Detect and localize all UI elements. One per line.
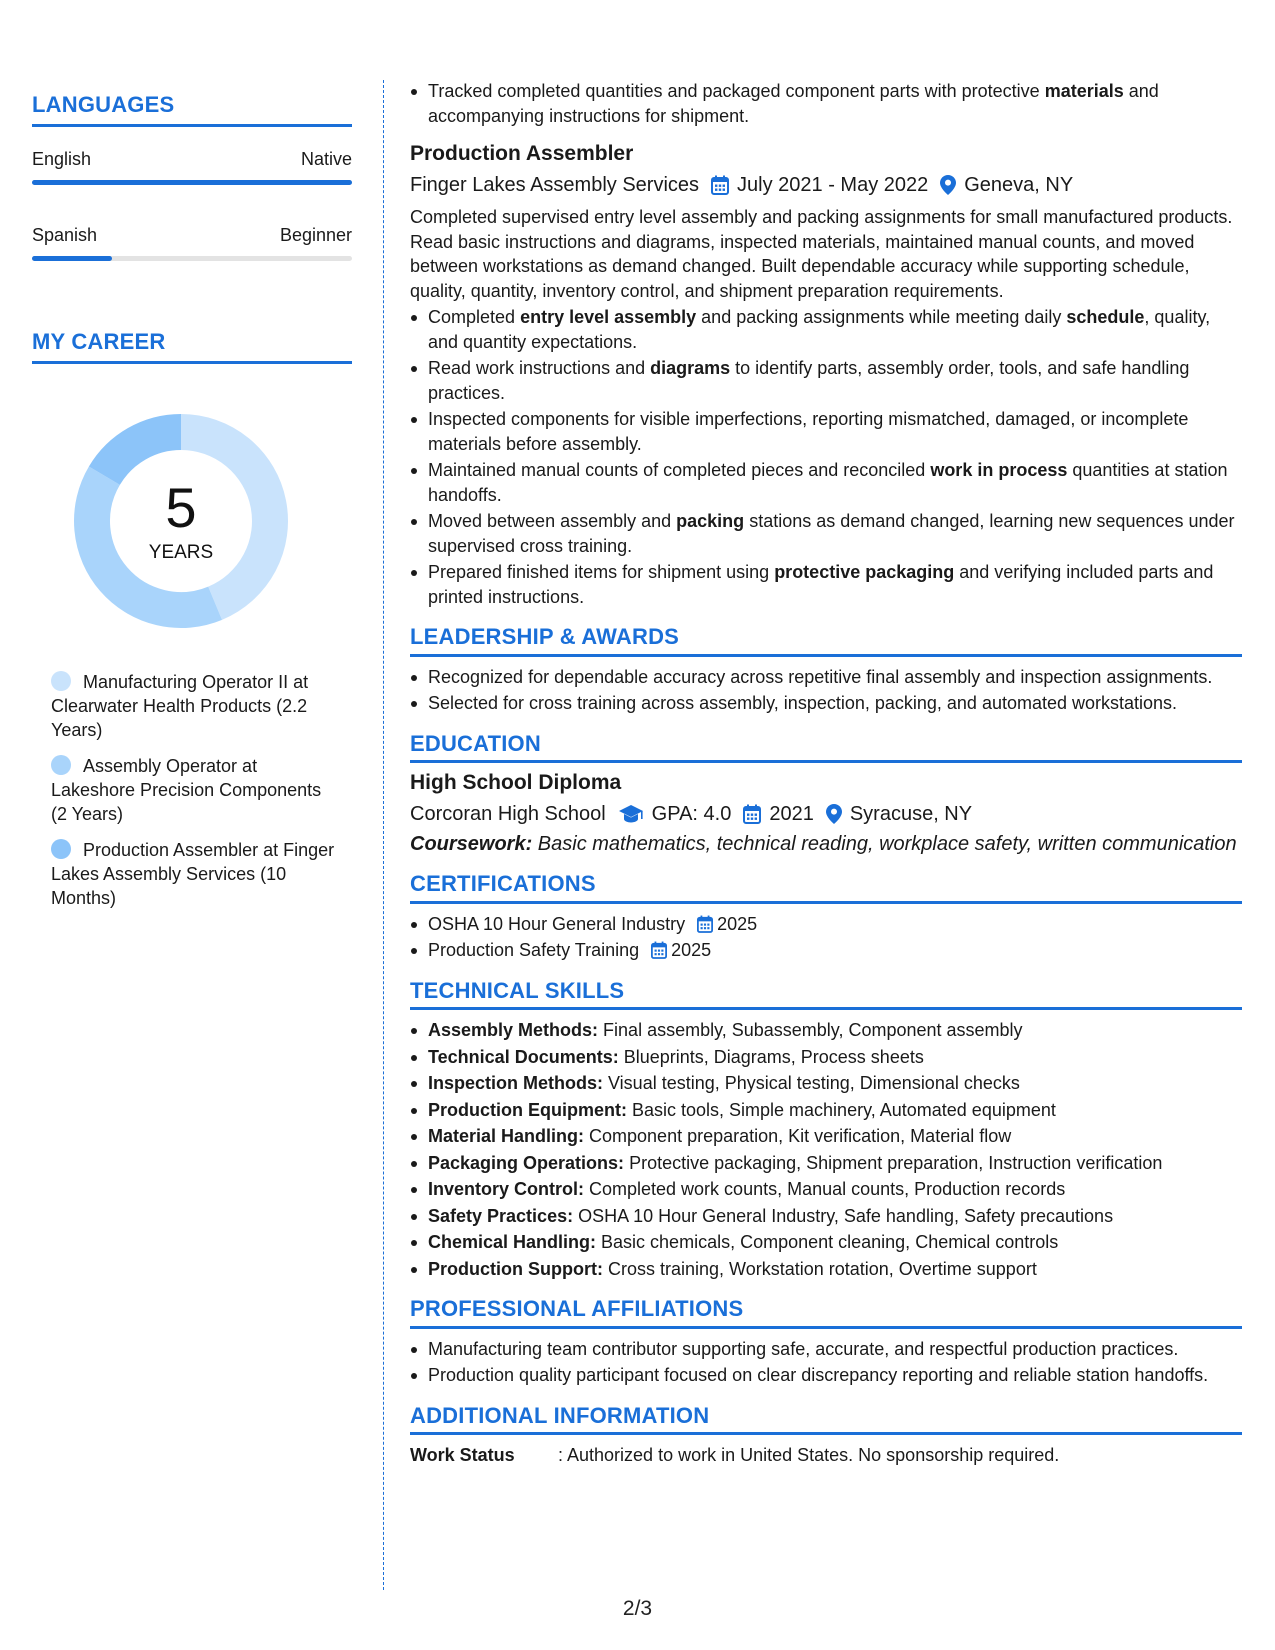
bold-keyword: schedule <box>1066 307 1145 327</box>
bullet-text: to identify parts, assembly order, tools, and safe handling practices. <box>428 358 1190 403</box>
previous-job-bullets <box>410 79 1242 128</box>
bullet-text: and verifying included parts and printed instructions. <box>428 562 1214 607</box>
language-row <box>32 225 352 246</box>
leadership-list <box>410 665 1242 716</box>
language-row <box>32 149 352 170</box>
additional-title: ADDITIONAL INFORMATION <box>410 1402 710 1428</box>
skill-item <box>410 1098 1242 1123</box>
skill-item <box>410 1177 1242 1202</box>
bullet-item <box>410 509 1242 558</box>
career-legend <box>32 670 352 910</box>
certification-name: OSHA 10 Hour General Industry <box>428 913 686 934</box>
skill-category: Assembly Methods: <box>428 1020 599 1040</box>
bullet-item: Manufacturing team contributor supporting safe, accurate, and respectful production practices. <box>410 1337 1242 1362</box>
bold-keyword: work in process <box>930 460 1068 480</box>
job-bullets <box>410 305 1242 609</box>
certification-row <box>428 912 757 937</box>
bullet-text: Completed <box>428 307 521 327</box>
bullet-item <box>410 407 1242 456</box>
skill-item <box>410 1124 1242 1149</box>
skill-values: OSHA 10 Hour General Industry, Safe handling, Safety precautions <box>573 1205 1114 1226</box>
bullet-text: Prepared finished items for shipment using <box>428 562 775 582</box>
education-section <box>410 732 1242 857</box>
bullet-item <box>410 458 1242 507</box>
graduation-cap-icon <box>618 804 644 824</box>
additional-row <box>410 1443 1242 1468</box>
skills-section <box>410 979 1242 1282</box>
additional-section <box>410 1404 1242 1468</box>
skill-values: Basic tools, Simple machinery, Automated equipment <box>626 1099 1056 1120</box>
career-unit: YEARS <box>148 542 214 563</box>
section-rule <box>410 901 1242 904</box>
skill-item <box>410 1018 1242 1043</box>
skill-item <box>410 1071 1242 1096</box>
career-legend-item <box>51 754 341 826</box>
language-bar <box>32 180 352 185</box>
skill-item <box>410 1230 1242 1255</box>
job-meta <box>410 173 1242 198</box>
bold-keyword: packing <box>676 511 745 531</box>
skill-values: Basic chemicals, Component cleaning, Chemical controls <box>596 1232 1059 1252</box>
affiliations-section <box>410 1297 1242 1388</box>
career-legend-item <box>51 838 341 910</box>
section-rule <box>32 124 352 127</box>
location-pin-icon <box>940 175 956 195</box>
bullet-item: Production quality participant focused on clear discrepancy reporting and reliable station handoffs. <box>410 1363 1242 1388</box>
language-level: Native <box>300 149 352 169</box>
skill-item <box>410 1151 1242 1176</box>
language-bar-fill <box>32 256 112 261</box>
section-rule <box>32 361 352 364</box>
language-name: English <box>32 149 92 169</box>
certification-item <box>410 912 1242 937</box>
skill-item <box>410 1257 1242 1282</box>
donut-center <box>66 406 296 636</box>
bullet-text: stations as demand changed, learning new sequences under supervised cross training. <box>428 511 1235 556</box>
calendar-icon <box>743 804 761 824</box>
legend-dot <box>51 755 71 775</box>
additional-label: Work Status <box>410 1445 515 1465</box>
calendar-icon <box>697 915 713 933</box>
coursework-text: Basic mathematics, technical reading, workplace safety, written communication <box>532 833 1237 855</box>
skill-category: Safety Practices: <box>428 1205 574 1226</box>
language-bar-fill <box>32 180 352 185</box>
career-legend-item <box>51 670 341 742</box>
skill-item <box>410 1204 1242 1229</box>
language-name: Spanish <box>32 225 98 245</box>
skill-category: Production Equipment: <box>428 1099 627 1120</box>
certification-year: 2025 <box>671 940 712 960</box>
section-rule <box>410 1326 1242 1329</box>
skill-values: Completed work counts, Manual counts, Production records <box>584 1179 1066 1199</box>
bullet-item <box>410 356 1242 405</box>
location-pin-icon <box>826 804 842 824</box>
certifications-list <box>410 912 1242 963</box>
calendar-icon <box>711 175 729 195</box>
bullet-item: Recognized for dependable accuracy across repetitive final assembly and inspection assignments. <box>410 665 1242 690</box>
skill-values: Component preparation, Kit verification, Material flow <box>584 1126 1012 1146</box>
career-total: 5 <box>165 476 197 539</box>
job-title: Production Assembler <box>410 142 634 165</box>
legend-label: Assembly Operator at Lakeshore Precision Components (2 Years) <box>51 756 322 824</box>
bullet-text: Maintained manual counts of completed pieces and reconciled <box>428 460 931 480</box>
legend-label: Manufacturing Operator II at Clearwater Health Products (2.2 Years) <box>51 672 309 740</box>
bold-keyword: diagrams <box>650 358 731 378</box>
education-location: Syracuse, NY <box>849 802 973 825</box>
languages-title: LANGUAGES <box>32 92 175 117</box>
certifications-title: CERTIFICATIONS <box>410 871 596 896</box>
education-year: 2021 <box>769 802 814 825</box>
skill-values: Final assembly, Subassembly, Component assembly <box>598 1020 1023 1040</box>
skill-values: Blueprints, Diagrams, Process sheets <box>618 1046 924 1067</box>
coursework-label: Coursework: <box>410 833 533 855</box>
languages-list <box>32 149 352 261</box>
language-level: Beginner <box>279 225 352 245</box>
page-number: 2/3 <box>622 1597 653 1620</box>
skill-category: Inspection Methods: <box>428 1073 603 1093</box>
career-donut <box>66 406 296 636</box>
certification-item <box>410 938 1242 963</box>
education-degree: High School Diploma <box>410 771 622 794</box>
skill-category: Chemical Handling: <box>428 1232 597 1252</box>
job-company: Finger Lakes Assembly Services <box>410 173 700 196</box>
career-title: MY CAREER <box>32 329 166 354</box>
section-rule <box>410 1007 1242 1010</box>
skills-title: TECHNICAL SKILLS <box>410 977 625 1003</box>
bullet-text: quantities at station handoffs. <box>428 460 1228 505</box>
leadership-section <box>410 625 1242 716</box>
legend-label: Production Assembler at Finger Lakes Assembly Services (10 Months) <box>51 840 335 908</box>
right-column <box>410 79 1242 1468</box>
skill-values: Cross training, Workstation rotation, Overtime support <box>602 1258 1037 1279</box>
certification-name: Production Safety Training <box>428 940 640 960</box>
left-column <box>32 92 352 922</box>
certifications-section <box>410 872 1242 963</box>
education-coursework <box>410 832 1242 856</box>
language-item <box>32 225 352 261</box>
skill-item <box>410 1045 1242 1070</box>
skill-category: Technical Documents: <box>428 1046 619 1067</box>
job-entry <box>410 142 1242 609</box>
education-title: EDUCATION <box>410 730 541 756</box>
legend-dot <box>51 671 71 691</box>
bullet-item: Selected for cross training across assembly, inspection, packing, and automated workstations. <box>410 691 1242 716</box>
certification-row <box>428 938 711 963</box>
bullet-text: and accompanying instructions for shipment. <box>428 81 1159 126</box>
bold-keyword: materials <box>1044 81 1124 101</box>
education-gpa: GPA: 4.0 <box>651 802 732 825</box>
career-section <box>32 329 352 910</box>
bold-keyword: entry level assembly <box>520 307 697 327</box>
bullet-text: Moved between assembly and <box>428 511 677 531</box>
bullet-text: Read work instructions and <box>428 358 651 378</box>
education-school: Corcoran High School <box>410 802 606 825</box>
section-rule <box>410 760 1242 763</box>
bold-keyword: protective packaging <box>774 562 955 582</box>
skills-list <box>410 1018 1242 1281</box>
bullet-item <box>410 79 1242 128</box>
additional-list <box>410 1443 1242 1468</box>
section-rule <box>410 1432 1242 1435</box>
skill-values: Visual testing, Physical testing, Dimensional checks <box>603 1073 1020 1093</box>
bullet-text: Tracked completed quantities and packaged component parts with protective <box>428 81 1045 101</box>
skill-category: Inventory Control: <box>428 1179 584 1199</box>
language-item <box>32 149 352 185</box>
section-rule <box>410 654 1242 657</box>
skill-category: Production Support: <box>428 1258 603 1279</box>
language-bar <box>32 256 352 261</box>
additional-value: : Authorized to work in United States. No sponsorship required. <box>558 1445 1060 1465</box>
skill-category: Packaging Operations: <box>428 1152 625 1173</box>
job-location: Geneva, NY <box>964 173 1074 196</box>
bullet-item <box>410 560 1242 609</box>
bullet-text: Inspected components for visible imperfections, reporting mismatched, damaged, or incomplete materials before assembly. <box>428 409 1189 454</box>
affiliations-list <box>410 1337 1242 1388</box>
certification-year: 2025 <box>717 913 758 934</box>
languages-section <box>32 92 352 261</box>
legend-dot <box>51 839 71 859</box>
calendar-icon <box>651 941 667 959</box>
skill-category: Material Handling: <box>428 1126 585 1146</box>
bullet-text: , quality, and quantity expectations. <box>428 307 1211 352</box>
bullet-item <box>410 305 1242 354</box>
column-divider <box>383 80 384 1590</box>
education-meta <box>410 802 1242 827</box>
affiliations-title: PROFESSIONAL AFFILIATIONS <box>410 1296 744 1321</box>
bullet-text: and packing assignments while meeting daily <box>696 307 1067 327</box>
leadership-title: LEADERSHIP & AWARDS <box>410 624 680 649</box>
job-summary: Completed supervised entry level assembly and packing assignments for small manufactured products. Read basic instructions and diagrams, inspected materials, maintained manual counts, and moved between workstations as demand changed. Built dependable accuracy while supporting schedule, quality, quantity, inventory control, and shipment preparation requirements. <box>410 207 1233 301</box>
job-dates: July 2021 - May 2022 <box>737 173 929 196</box>
skill-values: Protective packaging, Shipment preparation, Instruction verification <box>624 1152 1163 1173</box>
